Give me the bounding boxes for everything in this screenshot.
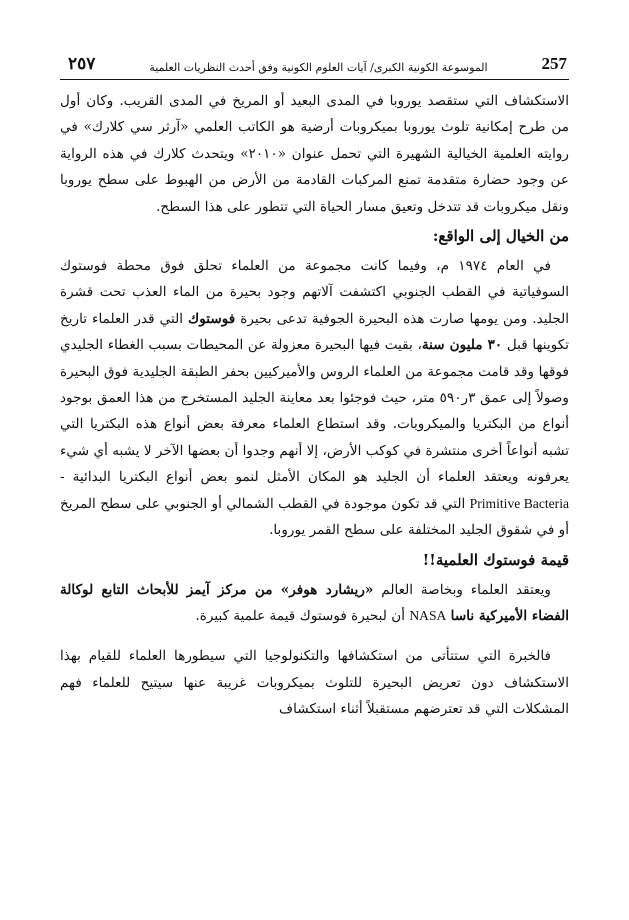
latin-term-primitive-bacteria: Primitive Bacteria: [469, 495, 570, 511]
page-number-latin: 257: [541, 54, 567, 73]
bold-term-age: ٣٠ مليون سنة: [421, 337, 503, 354]
section-heading-vostok-value: قيمة فوستوك العلمية!!: [422, 550, 569, 569]
text-segment: التي قدر العلماء تاريخ تكوينها قبل: [60, 310, 570, 354]
page-body: [60, 88, 569, 723]
paragraph-expertise: فالخبرة التي ستتأتى من استكشافها والتكنولوجيا التي سيطورها العلماء للقيام بهذا الاستكشاف دون تعريض البحيرة للتلوث بميكروبات غريبة عنها سيتيح للعلماء فهم المشكلات التي قد تعترضهم مستقبلاً أثناء استكشاف: [60, 648, 569, 718]
section-heading-fiction-to-reality: من الخيال إلى الواقع:: [432, 227, 569, 246]
text-segment: في العام ١٩٧٤ م، وفيما كانت مجموعة من العلماء تحلق فوق محطة فوستوك السوفياتية في القطب الجنوبي اكتشفت آلاتهم وجود بحيرة من الماء العذب تحت قشرة الجليد. ومن يومها صارت هذه البحيرة الجوفية تدعى بحيرة: [60, 258, 570, 327]
latin-term-nasa: NASA: [409, 607, 447, 623]
text-segment: التي قد تكون موجودة في القطب الشمالي أو الجنوبي على سطح المريخ أو في شقوق الجليد المختلفة على سطح القمر يوروبا.: [60, 495, 569, 539]
paragraph-vostok-value: [60, 577, 569, 630]
running-title: الموسوعة الكونية الكبرى/ آيات العلوم الكونية وفق أحدث النظريات العلمية: [149, 61, 488, 74]
paragraph-vostok-discovery: [60, 253, 569, 543]
bold-term-richard-hoover: «ريشارد هوفر» من مركز آيمز للأبحاث التابع لوكالة الفضاء الأميركية ناسا: [60, 581, 569, 624]
page-number-arabic: ٢٥٧: [68, 54, 96, 74]
paragraph-intro: الاستكشاف التي ستقصد يوروبا في المدى البعيد أو المريخ في المدى القريب. وكان أول من طرح إمكانية تلوث يوروبا بميكروبات أرضية هو الكاتب العلمي «آرثر سي كلارك» في روايته العلمية الخيالية الشهيرة التي تحمل عنوان «٢٠١٠» ويتحدث كلارك في هذه الرواية عن وجود حضارة متقدمة تمنع المركبات القادمة من الأرض من الهبوط على سطح يوروبا ونقل ميكروبات قد تتدخل وتعيق مسار الحياة التي تتطور على هذا السطح.: [60, 93, 569, 215]
text-segment: ، بقيت فيها البحيرة معزولة عن المحيطات بسبب الغطاء الجليدي فوقها وقد قامت مجموعة من العلماء الروس والأميركيين بحفر الطبقة الجليدية فوق البحيرة وصولاً إلى عمق ٣ر٥٩٠ متر، حيث فوجئوا بعد معاينة الجليد المستخرج من هذا العمق بوجود أنواع من البكتريا والميكروبات. وقد استطاع العلماء معرفة بعض أنواع هذه البكتريا التي تشبه أنواعاً أخرى منتشرة في كوكب الأرض، إلا أنهم وجدوا أن بعضها الآخر لا يشبه أي شيء يعرفونه ويعتقد العلماء أن الجليد هو المكان الأمثل لنمو بعض أنواع البكتريا البدائية -: [60, 337, 569, 486]
page-header: [68, 52, 567, 74]
header-rule: [60, 79, 569, 80]
text-segment: أن لبحيرة فوستوك قيمة علمية كبيرة.: [195, 607, 405, 624]
bold-term-vostok: فوستوك: [188, 310, 236, 327]
text-segment: ويعتقد العلماء وبخاصة العالم: [381, 581, 551, 598]
